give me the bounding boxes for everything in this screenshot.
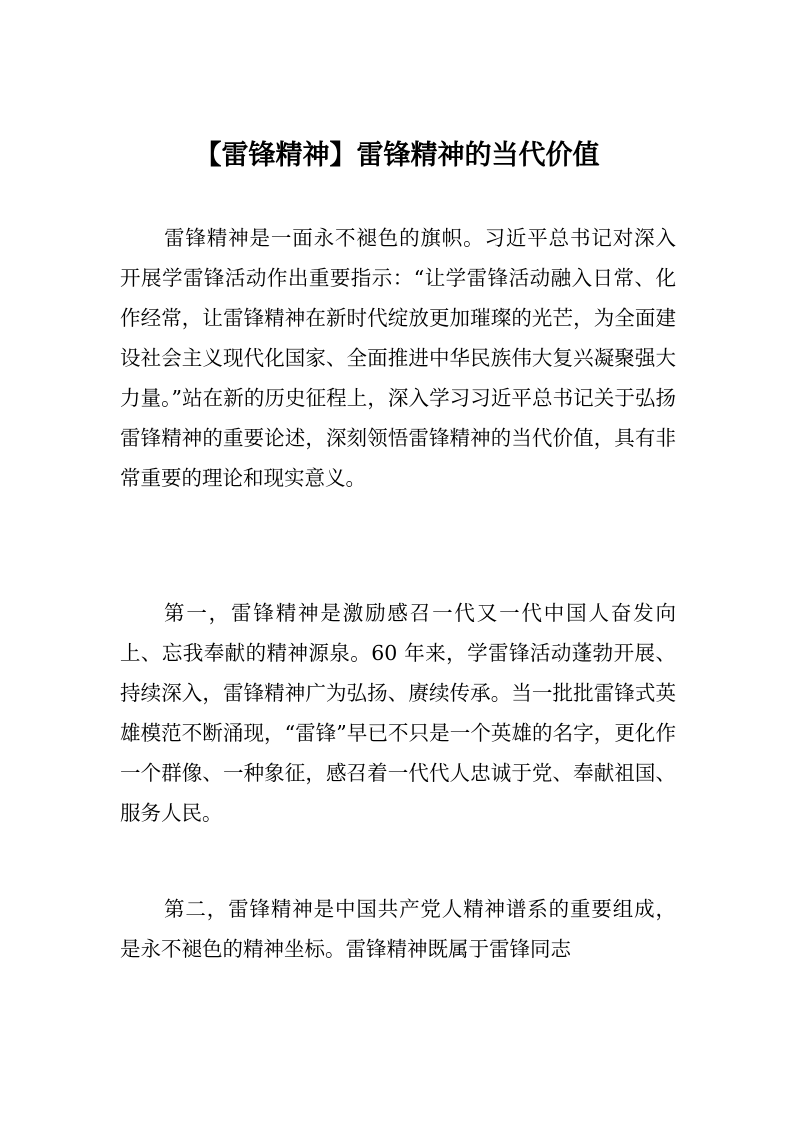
- paragraph-1: 雷锋精神是一面永不褪色的旗帜。习近平总书记对深入开展学雷锋活动作出重要指示：“让学雷锋活动融入日常、化作经常，让雷锋精神在新时代绽放更加璀璨的光芒，为全面建设社会主义现代化国家、全面推进中华民族伟大复兴凝聚强大力量。”站在新的历史征程上，深入学习习近平总书记关于弘扬雷锋精神的重要论述，深刻领悟雷锋精神的当代价值，具有非常重要的理论和现实意义。: [120, 226, 676, 490]
- document-title: 【雷锋精神】雷锋精神的当代价值: [194, 140, 600, 171]
- paragraph-3: 第二，雷锋精神是中国共产党人精神谱系的重要组成，是永不褪色的精神坐标。雷锋精神既属于雷锋同志: [120, 897, 676, 961]
- paragraph-2: 第一，雷锋精神是激励感召一代又一代中国人奋发向上、忘我奉献的精神源泉。60 年来，学雷锋活动蓬勃开展、持续深入，雷锋精神广为弘扬、赓续传承。当一批批雷锋式英雄模范不断涌现，“雷锋”早已不只是一个英雄的名字，更化作一个群像、一种象征，感召着一代代人忠诚于党、奉献祖国、服务人民。: [120, 601, 676, 825]
